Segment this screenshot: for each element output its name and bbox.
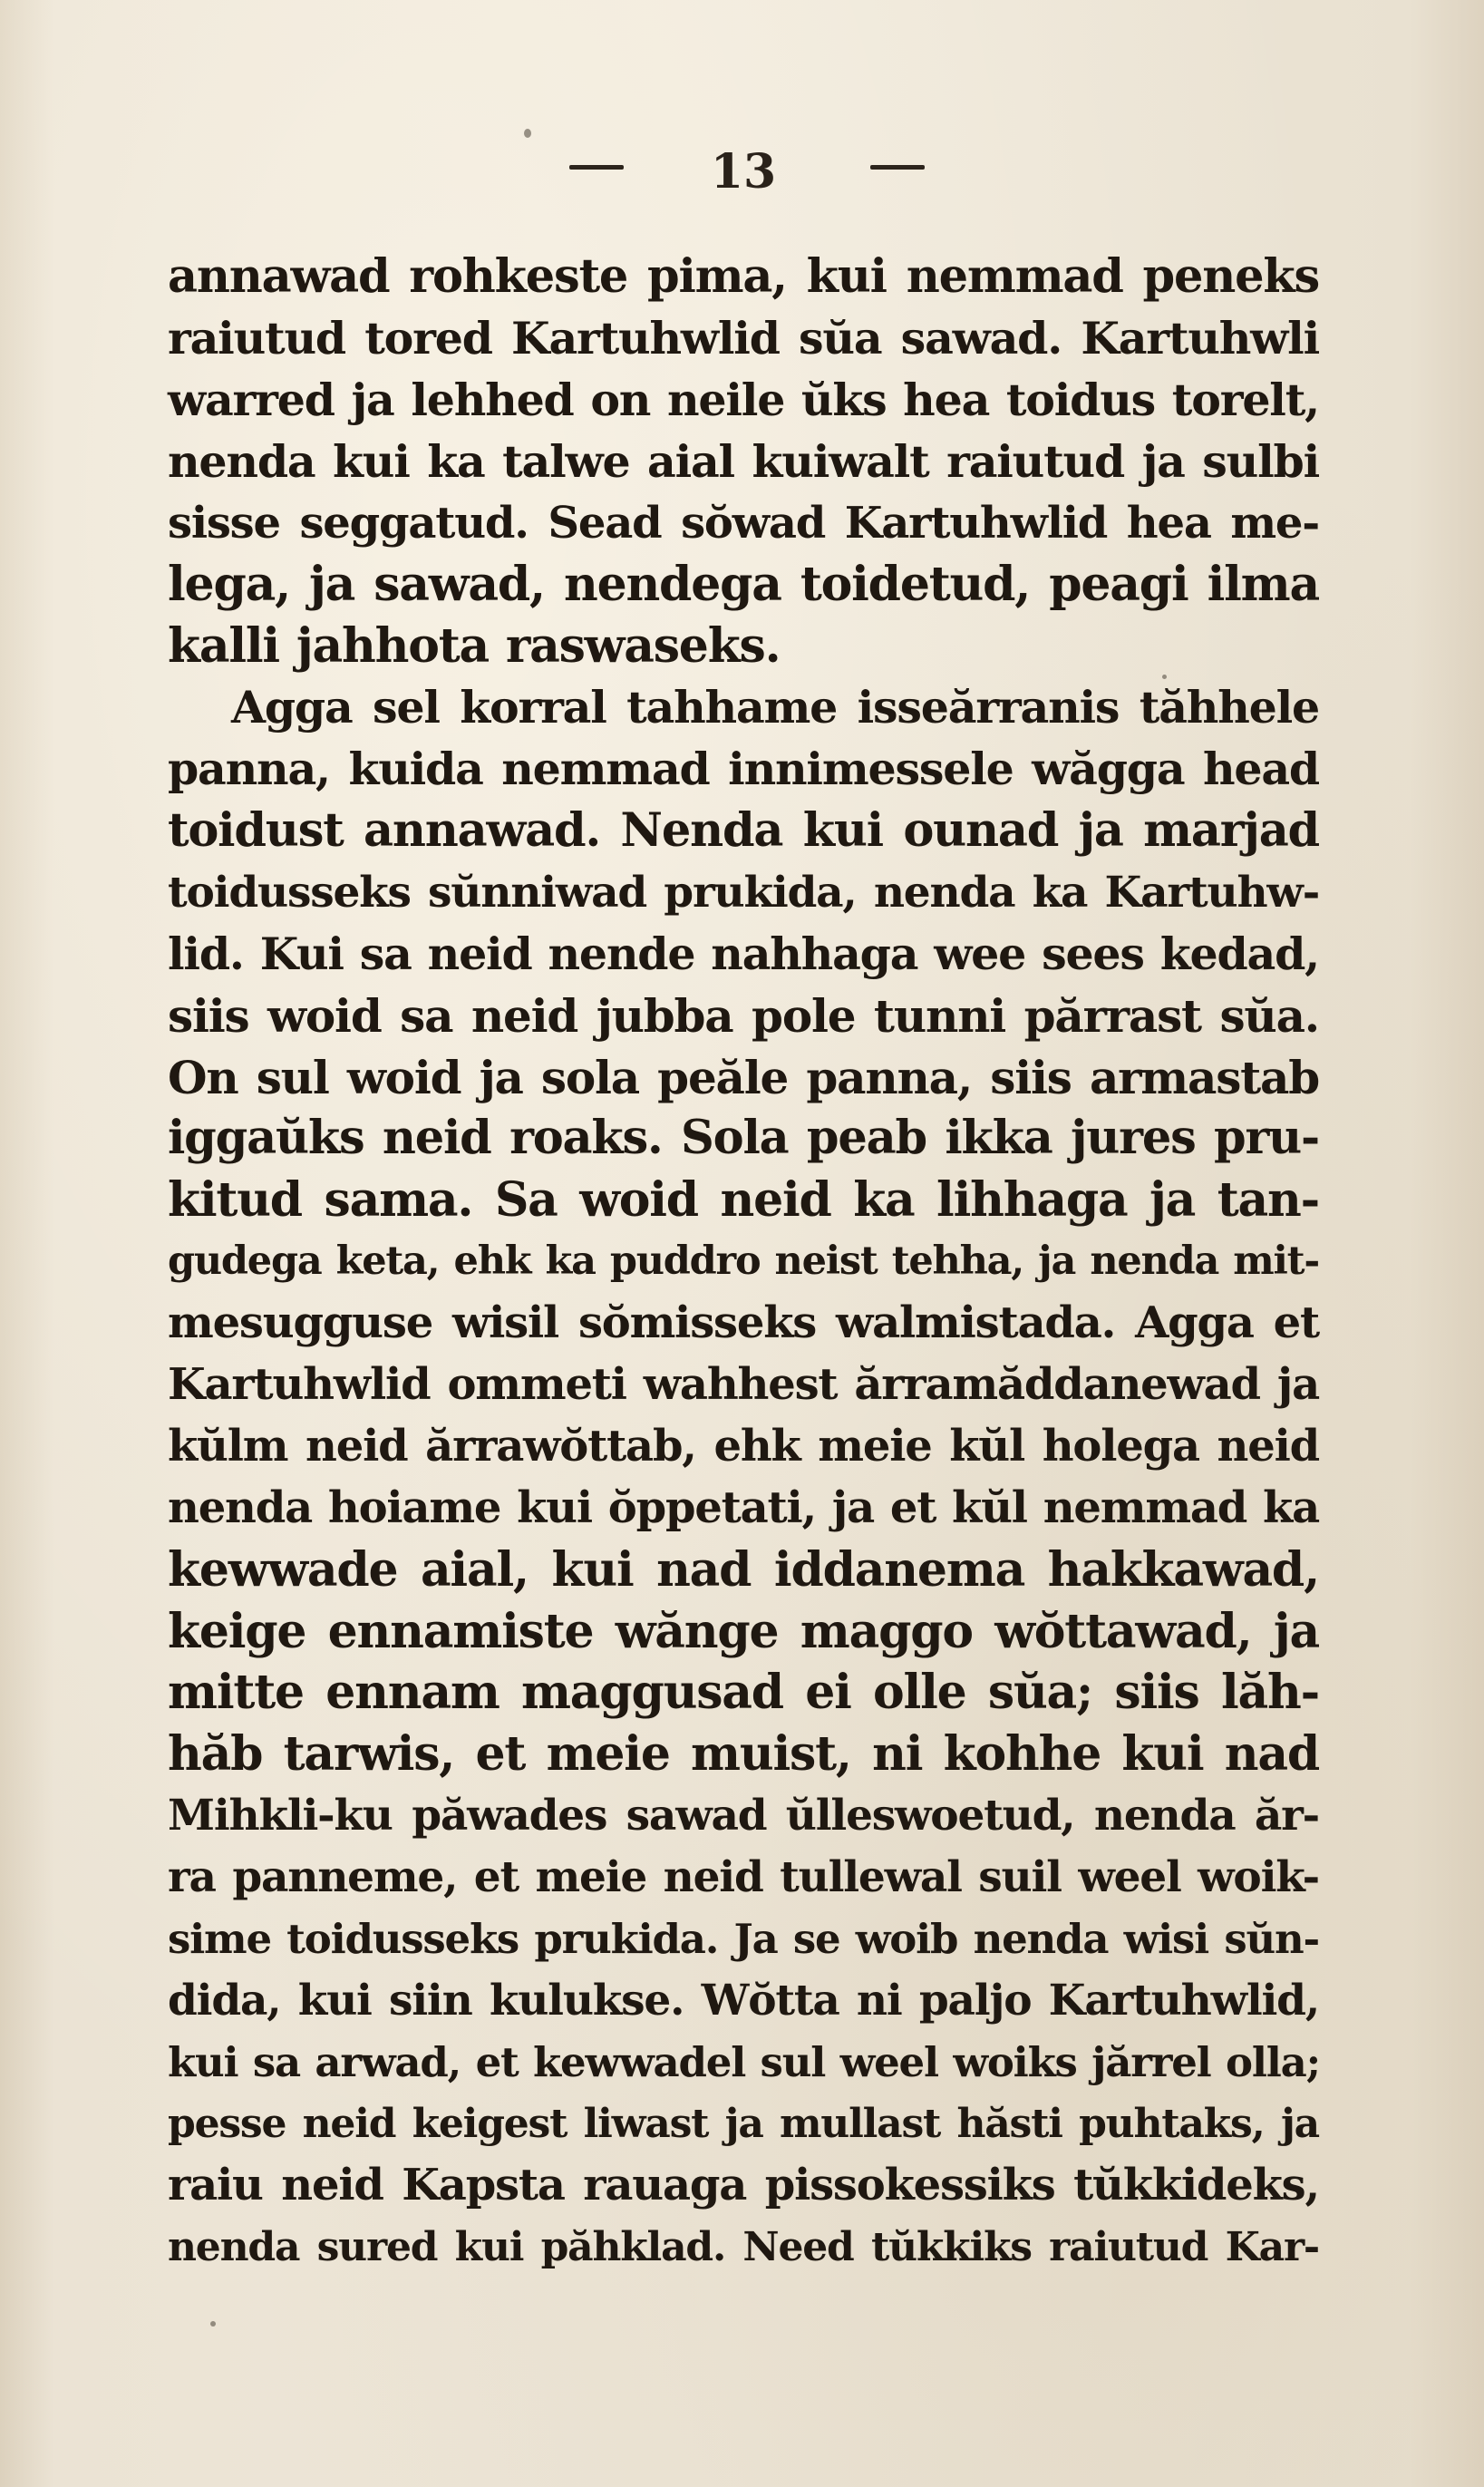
- page-number: 13: [710, 144, 777, 199]
- text-line: iggaŭks neid roaks. Sola peab ikka jures pru-: [168, 1111, 1319, 1166]
- text-line: dida, kui siin kulukse. Wŏtta ni paljo Kartuhwlid,: [168, 1975, 1319, 2026]
- text-line: Mihkli-ku păwades sawad ŭlleswoetud, nenda ăr-: [168, 1791, 1319, 1841]
- text-line: panna, kuida nemmad innimessele wăgga head: [168, 743, 1319, 796]
- text-line: pesse neid keigest liwast ja mullast hăsti puhtaks, ja: [168, 2100, 1319, 2147]
- text-line: sime toidusseks prukida. Ja se woib nenda wisi sŭn-: [168, 1915, 1319, 1964]
- text-line: lid. Kui sa neid nende nahhaga wee sees kedad,: [168, 927, 1319, 980]
- text-line: kewwade aial, kui nad iddanema hakkawad,: [168, 1541, 1319, 1598]
- text-line: kui sa arwad, et kewwadel sul weel woiks jărrel olla;: [168, 2037, 1320, 2086]
- text-line: warred ja lehhed on neile ŭks hea toidus torelt,: [168, 373, 1319, 426]
- text-line: Kartuhwlid ommeti wahhest ărramăddanewad ja: [168, 1359, 1319, 1411]
- text-line: nenda hoiame kui ŏppetati, ja et kŭl nemmad ka: [168, 1482, 1319, 1533]
- text-line: siis woid sa neid jubba pole tunni părrast sŭa.: [168, 988, 1319, 1043]
- paper-speck: [210, 2321, 216, 2327]
- text-line: mitte ennam maggusad ei olle sŭa; siis lăh-: [168, 1665, 1319, 1721]
- header-rule-right: [870, 165, 925, 170]
- text-line: ra panneme, et meie neid tullewal suil weel woik-: [168, 1852, 1319, 1903]
- text-line: hăb tarwis, et meie muist, ni kohhe kui nad: [168, 1726, 1319, 1783]
- text-line: keige ennamiste wănge maggo wŏttawad, ja: [168, 1603, 1319, 1659]
- paper-speck: [1162, 675, 1167, 679]
- text-line: nenda kui ka talwe aial kuiwalt raiutud ja sulbi: [168, 434, 1319, 488]
- text-line: On sul woid ja sola peăle panna, siis armastab: [168, 1050, 1319, 1104]
- text-line: mesugguse wisil sŏmisseks walmistada. Agga et: [168, 1297, 1319, 1349]
- text-line: kitud sama. Sa woid neid ka lihhaga ja tan-: [168, 1172, 1319, 1229]
- body-text: [168, 247, 1319, 2278]
- header-rule-left: [569, 165, 624, 170]
- text-line: annawad rohkeste pima, kui nemmad peneks: [168, 249, 1319, 304]
- text-line: raiutud tored Kartuhwlid sŭa sawad. Kartuhwli: [168, 311, 1319, 364]
- text-line: nenda sured kui păhklad. Need tŭkkiks raiutud Kar-: [168, 2223, 1319, 2270]
- paper-speck: [524, 129, 531, 138]
- text-line: Agga sel korral tahhame isseărranis tăhhele: [231, 681, 1319, 734]
- text-line: kŭlm neid ărrawŏttab, ehk meie kŭl holega neid: [168, 1420, 1319, 1472]
- text-line: toidust annawad. Nenda kui ounad ja marjad: [168, 803, 1319, 859]
- running-head: [0, 145, 1484, 199]
- text-line: kalli jahhota raswaseks.: [168, 618, 781, 675]
- text-line: raiu neid Kapsta rauaga pissokessiks tŭkkideks,: [168, 2159, 1319, 2210]
- text-line: lega, ja sawad, nendega toidetud, peagi ilma: [168, 557, 1319, 613]
- text-line: toidusseks sŭnniwad prukida, nenda ka Kartuhw-: [168, 867, 1319, 918]
- text-line: gudega keta, ehk ka puddro neist tehha, ja nenda mit-: [168, 1239, 1319, 1285]
- text-line: sisse seggatud. Sead sŏwad Kartuhwlid hea me-: [168, 497, 1319, 549]
